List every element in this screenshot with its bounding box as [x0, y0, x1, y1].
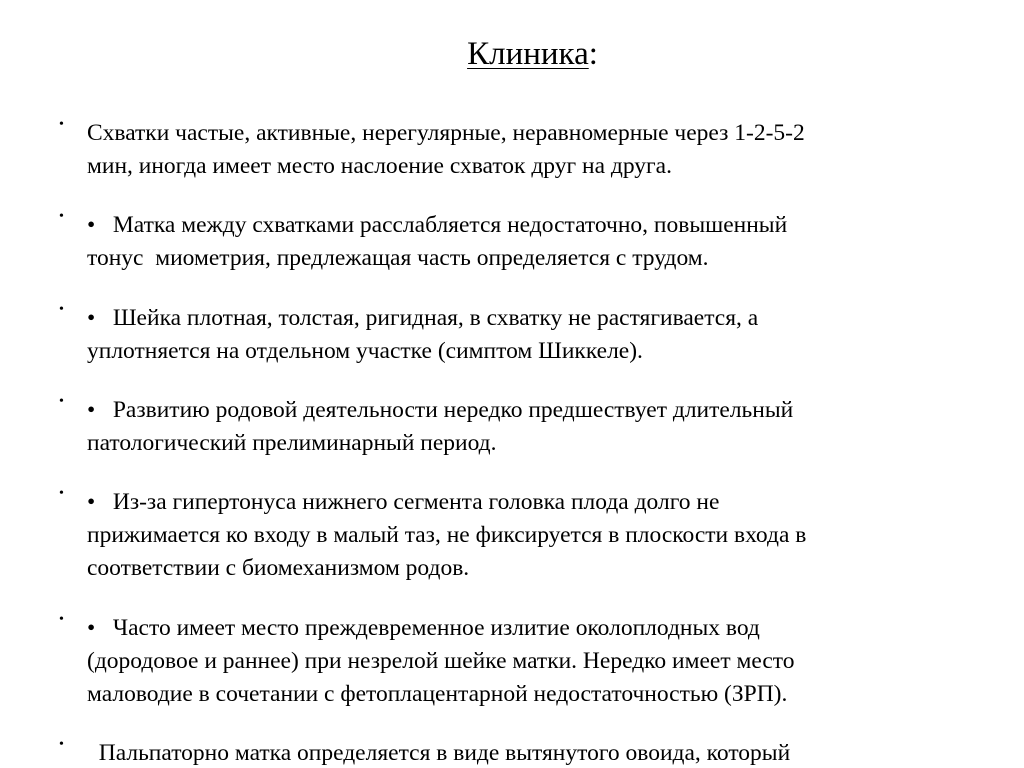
bullet-marker: • [59, 394, 64, 409]
bullet-marker: • [59, 117, 64, 132]
bullet-marker: • [59, 612, 64, 627]
bullet-text: • Матка между схватками расслабляется недостаточно, повышенный тонус миометрия, предлежащая часть определяется с трудом. [87, 212, 788, 271]
bullet-text: Пальпаторно матка определяется в виде вытянутого овоида, который [87, 740, 791, 766]
title-word: Клиника [467, 36, 589, 72]
bullet-marker: • [59, 486, 64, 501]
bullet-text: • Из-за гипертонуса нижнего сегмента головка плода долго не прижимается ко входу в малый таз, не фиксируется в плоскости входа в соответствии с биомеханизмом родов. [87, 489, 807, 581]
bullet-text: Схватки частые, активные, нерегулярные, неравномерные через 1-2-5-2 мин, иногда имеет место наслоение схваток друг на друга. [87, 120, 805, 179]
bullet-text: • Развитию родовой деятельности нередко предшествует длительный патологический прелиминарный период. [87, 397, 794, 456]
bullet-text: • Часто имеет место преждевременное излитие околоплодных вод (дородовое и раннее) при незрелой шейке матки. Нередко имеет место маловодие в сочетании с фетоплацентарной недостаточностью (ЗРП). [87, 615, 795, 707]
bullet-text: • Шейка плотная, толстая, ригидная, в схватку не растягивается, а уплотняется на отдельном участке (симптом Шиккеле). [87, 305, 759, 364]
title-colon: : [588, 36, 598, 72]
bullet-marker: • [59, 302, 64, 317]
bullet-marker: • [59, 737, 64, 752]
bullet-marker: • [59, 209, 64, 224]
